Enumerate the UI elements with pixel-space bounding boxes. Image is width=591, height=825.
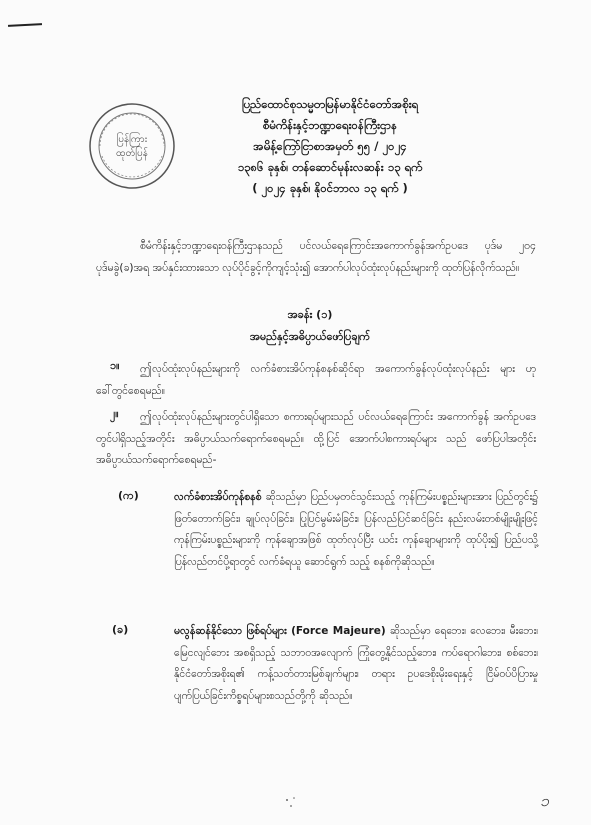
chapter-title: အခန်း (၁)	[287, 308, 333, 321]
subsection-kha-term: မလွန်ဆန်နိုင်သော ဖြစ်ရပ်များ (Force Majeure)	[174, 625, 386, 637]
paragraph-1-number: ၁။	[110, 359, 120, 372]
paragraph-1: ဤလုပ်ထုံးလုပ်နည်းများကို လက်ခံစားအိပ်ကုန်စနစ်ဆိုင်ရာ အကောက်ခွန်လုပ်ထုံးလုပ်နည်း များ ဟု ခေါ်တွင်စေရမည်။	[96, 363, 536, 397]
header-government: ပြည်ထောင်စုသမ္မတမြန်မာနိုင်ငံတော်အစိုးရ	[241, 97, 419, 111]
paragraph-2-number: ၂။	[110, 407, 119, 420]
scan-specks	[282, 794, 302, 814]
subsection-kha-label: (ခ)	[112, 623, 129, 636]
page-number: ၁	[540, 791, 549, 810]
subsection-ka-term: လက်ခံစားအိပ်ကုန်စနစ်	[174, 491, 262, 503]
header-gregorian-date: ( ၂၀၂၄ ခုနှစ်၊ နိုဝင်ဘာလ ၁၃ ရက် )	[252, 181, 408, 195]
document-header	[190, 94, 470, 199]
header-myanmar-date: ၁၃၈၆ ခုနှစ်၊ တန်ဆောင်မုန်းလဆန်း ၁၃ ရက်	[237, 160, 423, 174]
svg-text:ပြန်ကြား: ပြန်ကြား	[116, 134, 148, 145]
svg-text:ထုတ်ပြန်: ထုတ်ပြန်	[116, 148, 148, 159]
subsection-ka-label: (က)	[118, 489, 139, 502]
header-ministry: စီမံကိန်းနှင့်ဘဏ္ဍာရေးဝန်ကြီးဌာန	[262, 118, 398, 132]
subsection-ka-definition: ဆိုသည်မှာ ပြည်ပမှတင်သွင်းသည့် ကုန်ကြမ်းပစ္စည်းများအား ပြည်တွင်း၌ ဖြတ်တောက်ခြင်း၊ ချုပ်လုပ်ခြင်း၊ ပြုပြင်မွမ်းမံခြင်း၊ ပြန်လည်ပြင်ဆင်ခြင်း နည်းလမ်းတစ်မျိုးမျိုးဖြင့် ကုန်ကြမ်းပစ္စည်းများကို ကုန်ချောအဖြစ် ထုတ်လုပ်ပြီး ယင်း ကုန်ချောများကို ထုပ်ပိုး၍ ပြည်ပသို့ ပြန်လည်တင်ပို့ရာတွင် လက်ခံရယူ ဆောင်ရွက် သည့် စနစ်ကိုဆိုသည်။	[174, 491, 538, 568]
subsection-ka-text	[174, 487, 538, 573]
header-notification-number: အမိန့်ကြော်ငြာစာအမှတ် ၅၅ / ၂၀၂၄	[253, 139, 407, 153]
pen-mark	[8, 23, 42, 27]
office-seal	[86, 100, 178, 192]
chapter-subtitle: အမည်နှင့်အဓိပ္ပာယ်ဖော်ပြချက်	[249, 330, 371, 343]
subsection-kha-definition: ဆိုသည်မှာ ရေဘေး၊ လေဘေး၊ မီးဘေး၊ မြေငလျင်ဘေး အစရှိသည့် သဘာဝအလျောက် ကြုံတွေ့နိုင်သည့်ဘေး၊ ကပ်ရောဂါဘေး၊ စစ်ဘေး၊ နိုင်ငံတော်အစိုးရ၏ ကန့်သတ်တားမြစ်ချက်များ၊ တရား ဥပဒေစိုးမိုးရေးနှင့် ငြိမ်ဝပ်ပိပြားမှု ပျက်ပြယ်ခြင်းကိစ္စရပ်များစသည်တို့ကို ဆိုသည်။	[174, 625, 538, 702]
intro-paragraph: စီမံကိန်းနှင့်ဘဏ္ဍာရေးဝန်ကြီးဌာနသည် ပင်လယ်ရေကြောင်းအကောက်ခွန်အက်ဥပဒေ ပုဒ်မ ၂၀၄ ပုဒ်မခွဲ(ခ)အရ အပ်နှင်းထားသော လုပ်ပိုင်ခွင့်ကိုကျင့်သုံး၍ အောက်ပါလုပ်ထုံးလုပ်နည်းများကို ထုတ်ပြန်လိုက်သည်။	[96, 240, 536, 274]
paragraph-2: ဤလုပ်ထုံးလုပ်နည်းများတွင်ပါရှိသော စကားရပ်များသည် ပင်လယ်ရေကြောင်း အကောက်ခွန် အက်ဥပဒေတွင်ပါရှိသည့်အတိုင်း အဓိပ္ပာယ်သက်ရောက်စေရမည်။ ထို့ပြင် အောက်ပါစကားရပ်များ သည် ဖော်ပြပါအတိုင်း အဓိပ္ပာယ်သက်ရောက်စေရမည်-	[96, 411, 536, 466]
subsection-kha-text	[174, 621, 538, 707]
